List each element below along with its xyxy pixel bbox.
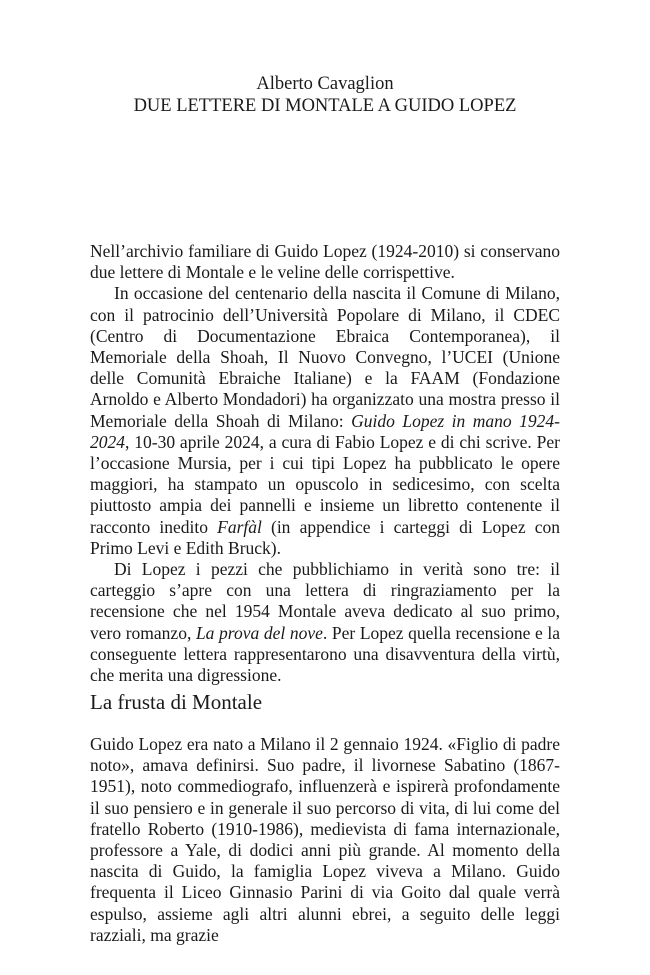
text-run: . Per Lopez quella recensione e la conseguente lettera rappresentarono una disavventura della virtù, che merita una digressione. (90, 622, 560, 686)
text-run: , 10-30 aprile 2024, a cura di Fabio Lopez e di chi scrive. Per l’occasione Mursia, per i cui tipi Lopez ha pubblicato le opere maggiori, ha stampato un opuscolo in sedicesimo, con scelta piuttosto ampia dei pannelli e insieme un libretto contenente il racconto inedito (90, 431, 560, 537)
paragraph: Guido Lopez era nato a Milano il 2 gennaio 1924. «Figlio di padre noto», amava definirsi. Suo padre, il livornese Sabatino (1867-1951), noto commediografo, influenzerà e ispirerà profondamente il suo pensiero e in generale il suo percorso di vita, di lui come del fratello Roberto (1910-1986), medievista di fama internazionale, professore a Yale, di dodici anni più grande. Al momento della nascita di Guido, la famiglia Lopez viveva a Milano. Guido frequenta il Liceo Ginnasio Parini di via Goito dal quale verrà espulso, assieme agli altri alunni ebrei, a seguito delle leggi razziali, ma grazie (90, 734, 560, 945)
author-name: Alberto Cavaglion (256, 74, 394, 94)
paragraph (90, 283, 560, 559)
section-heading: La frusta di Montale (90, 690, 263, 714)
article-title: DUE LETTERE DI MONTALE A GUIDO LOPEZ (133, 96, 517, 116)
section-text (90, 734, 560, 946)
intro-text (90, 241, 560, 686)
paragraph (90, 559, 560, 686)
exhibition-title: Guido Lopez in mano 1924-2024 (90, 410, 561, 452)
article-header (0, 73, 650, 117)
story-title: Farfàl (217, 516, 262, 537)
text-run: In occasione del centenario della nascita il Comune di Milano, con il patrocinio dell’Università Popolare di Milano, il CDEC (Centro di Documentazione Ebraica Contemporanea), il Memoriale della Shoah, Il Nuovo Convegno, l’UCEI (Unione delle Comunità Ebraiche Italiane) e la FAAM (Fondazione Arnoldo e Alberto Mondadori) ha organizzato una mostra presso il Memoriale della Shoah di Milano: (90, 283, 560, 431)
text-run: Di Lopez i pezzi che pubblichiamo in verità sono tre: il carteggio s’apre con una lettera di ringraziamento per la recensione che nel 1954 Montale aveva dedicato al suo primo, vero romanzo, (90, 559, 560, 643)
novel-title: La prova del nove (195, 622, 323, 643)
paragraph: Nell’archivio familiare di Guido Lopez (1924-2010) si conservano due lettere di Montale e le veline delle corrispettive. (90, 241, 560, 283)
text-run: (in appendice i carteggi di Lopez con Primo Levi e Edith Bruck). (90, 516, 560, 558)
